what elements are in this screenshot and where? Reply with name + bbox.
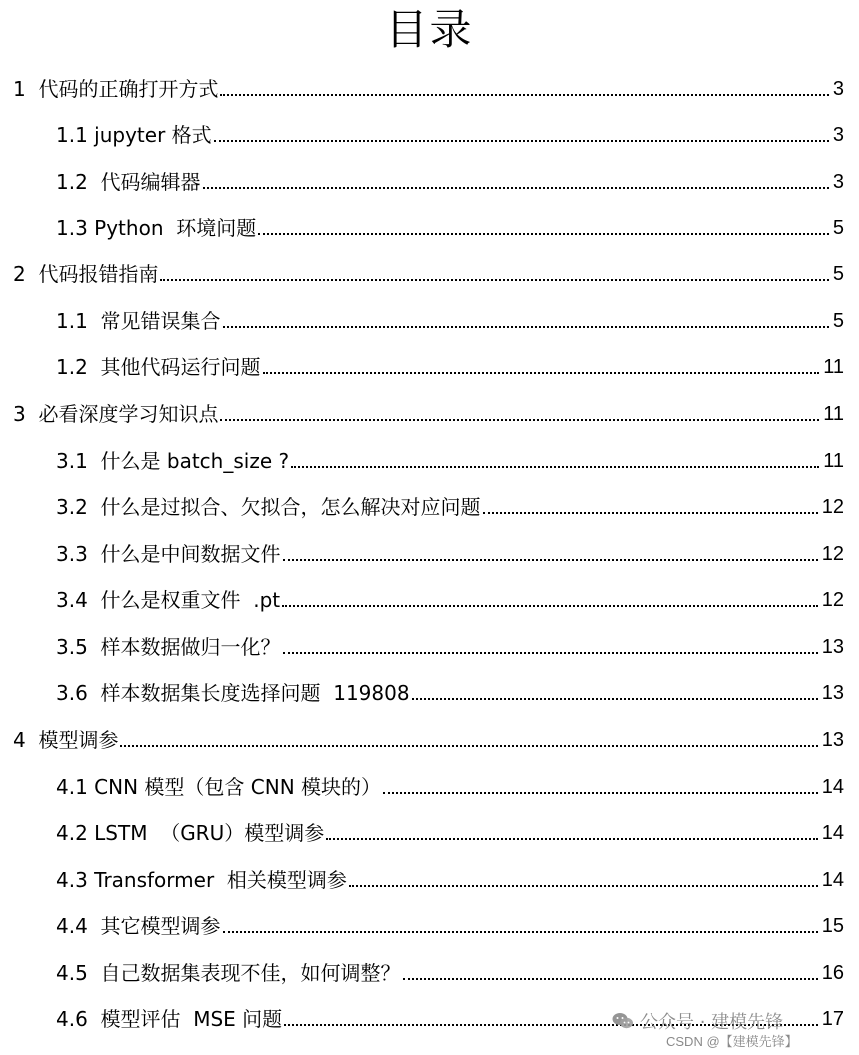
toc-entry-label: 4.5 自己数据集表现不佳，如何调整？ <box>56 961 401 985</box>
toc-entry-page: 5 <box>832 217 844 239</box>
toc-entry-page: 13 <box>821 682 844 704</box>
toc-entry-page: 3 <box>832 78 844 100</box>
wechat-icon <box>612 1012 634 1030</box>
dot-leader <box>483 512 818 514</box>
toc-entry-4-3[interactable] <box>56 865 844 893</box>
toc-entry-label: 3.3 什么是中间数据文件 <box>56 542 281 566</box>
toc-entry-4-5[interactable] <box>56 958 844 986</box>
toc-entry-page: 11 <box>823 356 844 378</box>
toc-entry-page: 12 <box>821 589 844 611</box>
toc-entry-page: 11 <box>823 403 844 425</box>
dot-leader <box>223 931 818 933</box>
dot-leader <box>412 698 818 700</box>
toc-entry-page: 17 <box>821 1008 844 1030</box>
toc-entry-3[interactable] <box>13 399 844 427</box>
toc-entry-label: 3.5 样本数据做归一化？ <box>56 635 281 659</box>
toc-entry-1-2[interactable] <box>56 167 844 195</box>
toc-entry-page: 13 <box>821 636 844 658</box>
dot-leader <box>282 605 818 607</box>
toc-entry-1-1[interactable] <box>56 120 844 148</box>
toc-entry-3-3[interactable] <box>56 539 844 567</box>
dot-leader <box>214 140 829 142</box>
toc-entry-label: 4.4 其它模型调参 <box>56 914 221 938</box>
toc-entry-label: 1.3 Python 环境问题 <box>56 216 257 240</box>
dot-leader <box>349 885 818 887</box>
toc-entry-page: 13 <box>821 729 844 751</box>
toc-entry-1[interactable] <box>13 74 844 102</box>
toc-entry-page: 14 <box>821 869 844 891</box>
toc-entry-page: 3 <box>832 171 844 193</box>
toc-entry-page: 14 <box>821 776 844 798</box>
dot-leader <box>283 652 818 654</box>
toc-entry-label: 1.2 代码编辑器 <box>56 170 201 194</box>
toc-entry-page: 12 <box>821 496 844 518</box>
toc-entry-label: 4.3 Transformer 相关模型调参 <box>56 868 347 892</box>
toc-title: 目录 <box>385 5 474 54</box>
toc-entry-2-1[interactable] <box>56 306 844 334</box>
toc-entry-label: 4.6 模型评估 MSE 问题 <box>56 1007 283 1031</box>
toc-entry-4-4[interactable] <box>56 911 844 939</box>
toc-entry-page: 11 <box>823 450 844 472</box>
toc-entry-4[interactable] <box>13 725 844 753</box>
toc-entry-3-1[interactable] <box>56 446 844 474</box>
toc-entry-3-5[interactable] <box>56 632 844 660</box>
dot-leader <box>291 466 819 468</box>
dot-leader <box>203 187 829 189</box>
toc-entry-label: 3.6 样本数据集长度选择问题 119808 <box>56 681 410 705</box>
dot-leader <box>283 559 818 561</box>
dot-leader <box>258 233 829 235</box>
toc-entry-3-4[interactable] <box>56 585 844 613</box>
dot-leader <box>220 419 819 421</box>
toc-entry-4-1[interactable] <box>56 772 844 800</box>
dot-leader <box>220 94 828 96</box>
toc-entry-label: 1 代码的正确打开方式 <box>13 77 219 101</box>
dot-leader <box>120 745 817 747</box>
toc-entry-2[interactable] <box>13 259 844 287</box>
toc-entry-label: 3.4 什么是权重文件 .pt <box>56 588 281 612</box>
toc-entry-page: 5 <box>832 263 844 285</box>
toc-entry-page: 12 <box>821 543 844 565</box>
toc-entry-label: 3.2 什么是过拟合、欠拟合，怎么解决对应问题 <box>56 495 481 519</box>
toc-entry-page: 14 <box>821 822 844 844</box>
toc-entry-3-2[interactable] <box>56 492 844 520</box>
toc-entry-page: 5 <box>832 310 844 332</box>
toc-entry-1-3[interactable] <box>56 213 844 241</box>
dot-leader <box>223 326 829 328</box>
toc-entry-label: 4 模型调参 <box>13 728 119 752</box>
toc-entry-label: 4.2 LSTM （GRU）模型调参 <box>56 821 325 845</box>
toc-entry-label: 1.2 其他代码运行问题 <box>56 355 261 379</box>
toc-entry-label: 1.1 常见错误集合 <box>56 309 221 333</box>
toc-entry-label: 1.1 jupyter 格式 <box>56 123 212 147</box>
toc-entry-page: 15 <box>821 915 844 937</box>
toc-entry-3-6[interactable] <box>56 678 844 706</box>
toc-entry-label: 2 代码报错指南 <box>13 262 159 286</box>
dot-leader <box>403 978 818 980</box>
toc-entry-label: 3.1 什么是 batch_size ? <box>56 449 290 473</box>
dot-leader <box>263 372 820 374</box>
toc-entry-2-2[interactable] <box>56 352 844 380</box>
toc-entry-4-2[interactable] <box>56 818 844 846</box>
csdn-credit: CSDN @【建模先锋】 <box>666 1034 798 1049</box>
toc-entry-page: 3 <box>832 124 844 146</box>
toc-entry-page: 16 <box>821 962 844 984</box>
dot-leader <box>326 838 818 840</box>
watermark-text: 公众号 · 建模先锋 <box>640 1012 784 1033</box>
toc-entry-label: 4.1 CNN 模型（包含 CNN 模块的） <box>56 775 382 799</box>
dot-leader <box>160 279 828 281</box>
dot-leader <box>383 792 818 794</box>
toc-entry-label: 3 必看深度学习知识点 <box>13 402 219 426</box>
